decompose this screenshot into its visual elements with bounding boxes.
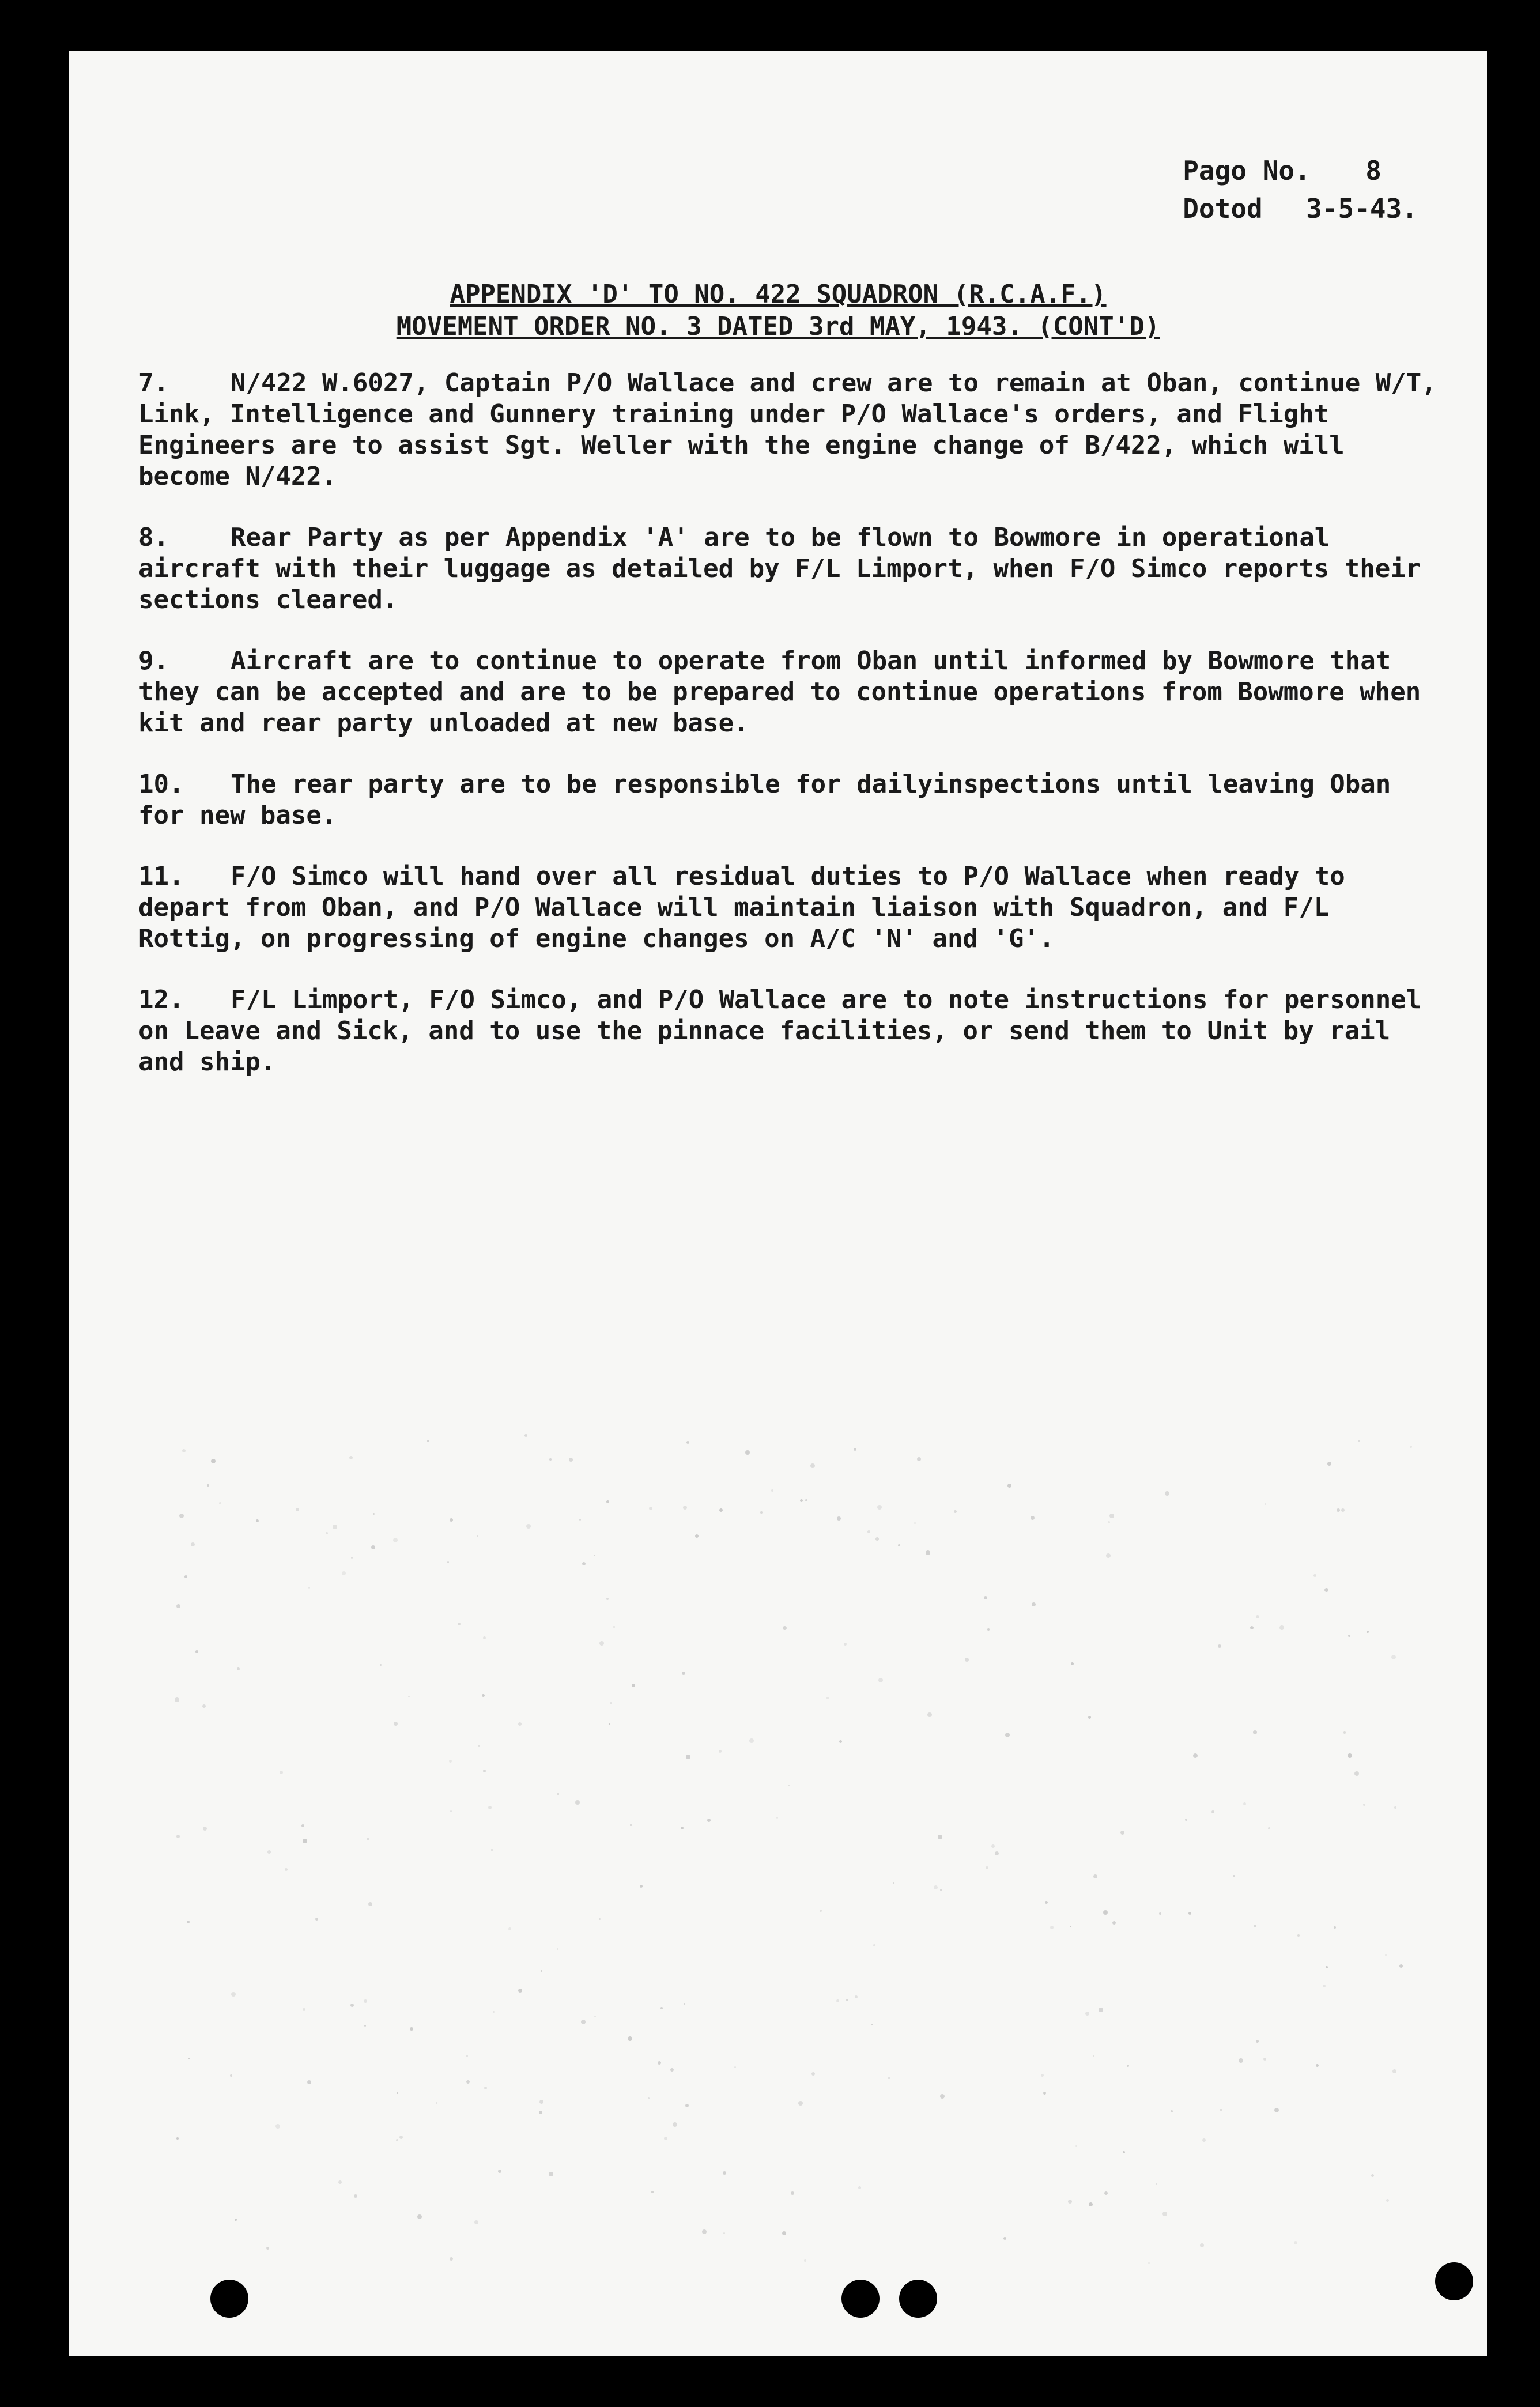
noise-speck xyxy=(230,2074,232,2077)
page-number-row xyxy=(1183,152,1418,190)
noise-speck xyxy=(811,2072,815,2076)
noise-speck xyxy=(1274,2108,1279,2112)
noise-speck xyxy=(1050,1926,1054,1929)
noise-speck xyxy=(836,1999,839,2002)
paragraph-11 xyxy=(138,861,1441,954)
punch-hole xyxy=(1435,2262,1473,2300)
noise-speck xyxy=(1323,1985,1326,1987)
noise-speck xyxy=(1327,1462,1331,1466)
noise-speck xyxy=(1070,1926,1071,1927)
noise-speck xyxy=(1045,1901,1048,1904)
noise-speck xyxy=(175,1697,179,1702)
noise-speck xyxy=(610,1702,612,1704)
noise-speck xyxy=(940,1889,942,1891)
noise-speck xyxy=(938,1835,942,1839)
noise-speck xyxy=(837,1516,841,1521)
noise-speck xyxy=(640,1885,643,1888)
noise-speck xyxy=(1254,1925,1256,1927)
noise-speck xyxy=(285,1868,288,1871)
noise-speck xyxy=(609,1723,610,1725)
noise-speck xyxy=(826,1697,829,1699)
noise-speck xyxy=(914,1522,916,1524)
noise-speck xyxy=(367,1838,369,1840)
noise-speck xyxy=(237,1667,240,1670)
page-number: 8 xyxy=(1365,155,1382,186)
noise-speck xyxy=(1268,1827,1270,1829)
noise-speck xyxy=(427,1440,429,1442)
noise-speck xyxy=(628,2036,632,2041)
noise-speck xyxy=(1394,1806,1396,1809)
noise-speck xyxy=(549,1458,552,1461)
noise-speck xyxy=(488,1806,492,1809)
noise-speck xyxy=(1220,2109,1222,2111)
noise-speck xyxy=(1088,1716,1091,1719)
noise-speck xyxy=(1089,2202,1093,2206)
noise-speck xyxy=(417,2214,422,2219)
noise-speck xyxy=(839,1740,842,1743)
noise-speck xyxy=(927,1712,932,1717)
noise-speck xyxy=(783,1626,787,1630)
noise-speck xyxy=(1294,2241,1297,2244)
noise-speck xyxy=(1202,2138,1206,2142)
noise-speck xyxy=(986,1866,988,1869)
noise-speck xyxy=(719,1508,723,1512)
noise-speck xyxy=(1093,2055,1094,2057)
noise-speck xyxy=(582,1562,586,1565)
noise-speck xyxy=(1103,1910,1108,1915)
noise-speck xyxy=(1043,2092,1046,2095)
noise-speck xyxy=(518,1722,522,1726)
noise-speck xyxy=(296,1508,299,1511)
noise-speck xyxy=(1109,1514,1114,1518)
noise-speck xyxy=(1032,1602,1036,1606)
noise-speck xyxy=(651,2191,654,2193)
noise-speck xyxy=(991,1844,995,1848)
noise-speck xyxy=(1386,2199,1389,2202)
noise-speck xyxy=(1200,2243,1204,2247)
noise-speck xyxy=(1068,2200,1072,2204)
noise-speck xyxy=(549,2172,553,2176)
noise-speck xyxy=(1148,2262,1150,2264)
noise-speck xyxy=(408,1696,410,1697)
paragraph-number: 8. xyxy=(138,523,169,552)
paragraph-text: The rear party are to be responsible for dailyinspections until leaving Oban for new base. xyxy=(138,769,1406,830)
noise-speck xyxy=(734,2066,736,2068)
paragraph-number: 10. xyxy=(138,769,184,799)
noise-speck xyxy=(670,2068,674,2072)
noise-speck xyxy=(478,1745,480,1747)
noise-speck xyxy=(539,2111,542,2114)
noise-speck xyxy=(1337,1508,1340,1512)
noise-speck xyxy=(1104,2191,1108,2195)
noise-speck xyxy=(1075,2145,1077,2147)
paragraph-number: 11. xyxy=(138,862,184,891)
noise-speck xyxy=(474,2220,478,2224)
noise-speck xyxy=(493,2011,495,2013)
noise-speck xyxy=(483,1770,486,1772)
noise-speck xyxy=(934,1885,938,1889)
noise-speck xyxy=(878,1678,883,1682)
noise-speck xyxy=(858,2186,861,2189)
noise-speck xyxy=(1343,1731,1346,1734)
noise-speck xyxy=(397,2092,398,2094)
noise-speck xyxy=(1159,1912,1161,1915)
paragraph-10 xyxy=(138,769,1441,831)
noise-speck xyxy=(1007,1484,1011,1488)
paragraph-number: 12. xyxy=(138,985,184,1014)
paragraph-text: Aircraft are to continue to operate from Oban until informed by Bowmore that they can be accepted and are to be prepared to continue operations from Bowmore when kit and rear party unloaded at new base. xyxy=(138,646,1436,738)
noise-speck xyxy=(508,1927,511,1930)
noise-speck xyxy=(613,1626,615,1628)
punch-hole xyxy=(210,2280,248,2318)
noise-speck xyxy=(695,1534,699,1538)
noise-speck xyxy=(266,2247,269,2250)
noise-speck xyxy=(917,1457,921,1461)
noise-speck xyxy=(1256,2040,1259,2043)
noise-speck xyxy=(308,1587,310,1589)
noise-speck xyxy=(333,1525,337,1529)
noise-speck xyxy=(1193,1753,1198,1758)
noise-speck xyxy=(179,1514,184,1518)
title-line-2: MOVEMENT ORDER NO. 3 DATED 3rd MAY, 1943. (CONT'D) xyxy=(396,312,1160,341)
noise-speck xyxy=(800,1499,803,1502)
noise-speck xyxy=(888,2077,890,2079)
noise-speck xyxy=(541,1970,542,1972)
noise-speck xyxy=(1410,1446,1412,1448)
paragraph-text: N/422 W.6027, Captain P/O Wallace and crew are to remain at Oban, continue W/T, Link, Intelligence and Gunnery training under P/O Wallace's orders, and Flight Engineers are to assist Sgt. Weller with the engine change of B/422, which will become N/422. xyxy=(138,368,1452,491)
noise-speck xyxy=(466,2080,470,2084)
noise-speck xyxy=(342,1571,346,1575)
noise-speck xyxy=(844,1643,847,1646)
paragraph-8 xyxy=(138,522,1441,616)
noise-speck xyxy=(1243,1802,1246,1805)
noise-speck xyxy=(875,1537,879,1541)
noise-speck xyxy=(1253,1730,1257,1734)
noise-speck xyxy=(399,2136,403,2139)
paragraph-12 xyxy=(138,984,1441,1078)
punch-hole xyxy=(899,2280,937,2318)
noise-speck xyxy=(893,1882,894,1884)
noise-speck xyxy=(450,1518,453,1522)
noise-speck xyxy=(1123,2151,1125,2153)
noise-speck xyxy=(719,1750,722,1753)
noise-speck xyxy=(303,2008,305,2011)
noise-speck xyxy=(477,1535,478,1537)
noise-speck xyxy=(1099,2008,1103,2012)
noise-speck xyxy=(231,1992,236,1997)
noise-speck xyxy=(211,1459,216,1463)
noise-speck xyxy=(855,1995,858,1998)
noise-speck xyxy=(176,1604,180,1608)
noise-speck xyxy=(371,1545,375,1549)
noise-speck xyxy=(940,2094,945,2099)
noise-speck xyxy=(788,1784,790,1786)
noise-speck xyxy=(1108,1521,1110,1523)
noise-speck xyxy=(1250,1626,1254,1629)
noise-speck xyxy=(1316,2064,1319,2067)
noise-speck xyxy=(648,2097,650,2099)
noise-speck xyxy=(707,1819,711,1822)
noise-speck xyxy=(1348,1635,1350,1637)
noise-speck xyxy=(867,1530,870,1533)
noise-speck xyxy=(1358,1440,1360,1442)
noise-speck xyxy=(1233,1875,1235,1877)
noise-speck xyxy=(877,1505,882,1510)
noise-speck xyxy=(649,1507,652,1510)
punch-hole xyxy=(841,2280,880,2318)
noise-speck xyxy=(745,1450,750,1455)
noise-speck xyxy=(1391,1655,1396,1659)
noise-speck xyxy=(1263,2058,1266,2061)
noise-speck xyxy=(1127,2065,1129,2067)
noise-speck xyxy=(396,2139,398,2141)
noise-speck xyxy=(871,2024,873,2025)
noise-speck xyxy=(1354,1771,1359,1776)
page-meta xyxy=(1183,152,1418,228)
noise-speck xyxy=(682,1672,685,1675)
noise-speck xyxy=(575,1800,580,1805)
noise-speck xyxy=(1031,1516,1035,1520)
noise-speck xyxy=(380,1664,382,1666)
noise-speck xyxy=(686,1755,690,1759)
noise-speck xyxy=(1071,1662,1074,1665)
noise-speck xyxy=(307,2080,311,2084)
noise-speck xyxy=(557,1948,558,1950)
noise-speck xyxy=(349,1456,353,1459)
noise-speck xyxy=(458,1623,461,1625)
noise-speck xyxy=(1162,2212,1167,2216)
noise-speck xyxy=(854,1448,856,1451)
noise-speck xyxy=(606,1500,609,1503)
noise-speck xyxy=(182,1449,186,1452)
noise-speck xyxy=(1085,2012,1089,2016)
noise-speck xyxy=(673,2122,677,2127)
noise-speck xyxy=(450,1810,452,1812)
noise-speck xyxy=(267,1850,271,1854)
noise-speck xyxy=(569,1458,573,1462)
noise-speck xyxy=(1334,1926,1336,1929)
noise-speck xyxy=(664,2137,667,2140)
noise-speck xyxy=(1385,1954,1387,1956)
document-page xyxy=(69,51,1487,2356)
noise-speck xyxy=(1297,1934,1300,1937)
noise-speck xyxy=(873,1944,875,1946)
noise-speck xyxy=(805,1499,807,1501)
noise-speck xyxy=(658,2061,661,2065)
noise-speck xyxy=(256,1519,259,1522)
noise-speck xyxy=(1112,1921,1116,1925)
noise-speck xyxy=(898,1544,900,1546)
noise-speck xyxy=(846,1999,848,2001)
noise-speck xyxy=(660,2007,663,2009)
noise-speck xyxy=(1256,1615,1259,1618)
noise-speck xyxy=(449,1760,452,1763)
noise-speck xyxy=(594,2016,596,2017)
noise-speck xyxy=(351,1557,353,1559)
noise-speck xyxy=(191,1542,195,1546)
noise-speck xyxy=(1211,1810,1214,1813)
noise-speck xyxy=(315,1918,318,1921)
noise-speck xyxy=(1120,1831,1124,1835)
noise-speck xyxy=(630,1824,632,1826)
paragraph-9 xyxy=(138,646,1441,739)
noise-speck xyxy=(1348,1753,1352,1758)
noise-speck xyxy=(1239,2058,1243,2063)
noise-speck xyxy=(1367,1631,1369,1633)
noise-speck xyxy=(1165,1491,1169,1496)
title-line-1: APPENDIX 'D' TO NO. 422 SQUADRON (R.C.A.F.) xyxy=(450,280,1107,309)
noise-speck xyxy=(207,1484,209,1487)
noise-speck xyxy=(393,1538,398,1542)
noise-speck xyxy=(524,1434,527,1437)
noise-speck xyxy=(606,1598,609,1600)
noise-speck xyxy=(599,1918,601,1920)
noise-speck xyxy=(810,1463,815,1468)
noise-speck xyxy=(1371,2174,1374,2177)
noise-speck xyxy=(1313,1574,1316,1577)
paragraph-text: F/O Simco will hand over all residual duties to P/O Wallace when ready to depart from Oban, and P/O Wallace will maintain liaison with Squadron, and F/L Rottig, on progressing of engine changes on A/C 'N' and 'G'. xyxy=(138,862,1361,953)
noise-speck xyxy=(235,2219,237,2221)
noise-speck xyxy=(303,1839,307,1843)
noise-speck xyxy=(749,1738,754,1743)
noise-speck xyxy=(1185,1819,1187,1821)
noise-speck xyxy=(594,1555,595,1556)
noise-speck xyxy=(219,1502,221,1504)
noise-speck xyxy=(354,2194,357,2198)
noise-speck xyxy=(684,2003,685,2005)
noise-speck xyxy=(484,2087,487,2089)
noise-speck xyxy=(1188,1912,1191,1915)
noise-speck xyxy=(450,2257,453,2261)
noise-speck xyxy=(203,1827,207,1831)
noise-speck xyxy=(995,1851,999,1855)
noise-speck xyxy=(466,2055,468,2057)
noise-speck xyxy=(187,1921,190,1923)
noise-speck xyxy=(599,1641,604,1646)
noise-speck xyxy=(581,2020,586,2024)
noise-speck xyxy=(195,1650,198,1653)
noise-speck xyxy=(184,1575,187,1578)
noise-speck xyxy=(373,1513,375,1515)
noise-speck xyxy=(557,1793,559,1795)
noise-speck xyxy=(338,2180,342,2184)
noise-speck xyxy=(1106,1553,1111,1558)
page-label: Pago No. xyxy=(1183,155,1311,186)
noise-speck xyxy=(798,2101,803,2106)
dated-label: Dotod xyxy=(1183,193,1263,224)
noise-speck xyxy=(782,2231,786,2235)
dated-value: 3-5-43. xyxy=(1306,193,1418,224)
noise-speck xyxy=(1005,1733,1010,1737)
paragraph-number: 9. xyxy=(138,646,169,676)
noise-speck xyxy=(1399,1964,1403,1968)
noise-speck xyxy=(1341,1508,1345,1512)
noise-speck xyxy=(326,1532,328,1534)
dated-row xyxy=(1183,190,1418,228)
paragraph-text: Rear Party as per Appendix 'A' are to be flown to Bowmore in operational aircraft with their luggage as detailed by F/L Limport, when F/O Simco reports their sections cleared. xyxy=(138,523,1436,614)
noise-speck xyxy=(1093,1874,1097,1878)
noise-speck xyxy=(681,1827,684,1829)
noise-speck xyxy=(364,1999,367,2003)
noise-speck xyxy=(394,1722,398,1726)
noise-speck xyxy=(188,2058,190,2059)
noise-speck xyxy=(1218,1644,1221,1648)
noise-speck xyxy=(526,1524,531,1529)
paragraph-text: F/L Limport, F/O Simco, and P/O Wallace are to note instructions for personnel on Leave and Sick, and to use the pinnace facilities, or send them to Unit by rail and ship. xyxy=(138,985,1437,1077)
noise-speck xyxy=(447,1561,449,1563)
noise-speck xyxy=(804,2259,806,2262)
noise-speck xyxy=(723,2171,726,2175)
noise-speck xyxy=(632,1684,635,1687)
noise-speck xyxy=(280,1771,283,1774)
noise-speck xyxy=(723,2232,725,2234)
noise-speck xyxy=(202,1704,206,1708)
noise-speck xyxy=(368,1902,372,1906)
noise-speck xyxy=(579,1519,581,1521)
noise-speck xyxy=(1003,2237,1006,2240)
noise-speck xyxy=(301,1824,304,1827)
noise-speck xyxy=(686,1441,689,1444)
noise-speck xyxy=(518,1989,522,1993)
noise-speck xyxy=(275,2124,280,2129)
noise-speck xyxy=(364,2025,366,2027)
noise-speck xyxy=(954,1510,957,1513)
noise-speck xyxy=(965,1658,969,1662)
noise-speck xyxy=(1363,1804,1365,1806)
noise-speck xyxy=(1265,1503,1266,1505)
noise-speck xyxy=(436,2102,437,2104)
noise-speck xyxy=(776,1817,778,1819)
noise-speck xyxy=(987,1628,990,1631)
faint-stamp-mark xyxy=(634,160,784,206)
noise-speck xyxy=(1041,2074,1044,2077)
noise-speck xyxy=(491,1849,493,1851)
noise-speck xyxy=(176,1835,180,1838)
noise-speck xyxy=(820,1910,822,1912)
noise-speck xyxy=(760,1511,763,1514)
noise-speck xyxy=(350,2004,354,2007)
noise-speck xyxy=(410,2027,413,2031)
paragraph-7 xyxy=(138,368,1452,492)
noise-speck xyxy=(1324,1588,1328,1592)
noise-speck xyxy=(685,2104,689,2107)
noise-speck xyxy=(926,1550,930,1555)
noise-speck xyxy=(498,2170,501,2173)
noise-speck xyxy=(702,2229,707,2234)
noise-speck xyxy=(683,1506,687,1510)
noise-speck xyxy=(791,2191,794,2195)
bleed-through-noise xyxy=(173,1434,1441,2299)
noise-speck xyxy=(483,1636,486,1639)
document-body xyxy=(138,368,1452,1108)
noise-speck xyxy=(482,1694,485,1697)
noise-speck xyxy=(539,2100,543,2104)
noise-speck xyxy=(1279,1625,1284,1630)
document-title xyxy=(69,278,1487,343)
noise-speck xyxy=(1171,2110,1173,2112)
noise-speck xyxy=(1156,2183,1157,2185)
noise-speck xyxy=(984,1596,987,1599)
noise-speck xyxy=(176,2137,179,2140)
noise-speck xyxy=(771,1489,773,1492)
paragraph-number: 7. xyxy=(138,368,169,398)
noise-speck xyxy=(1326,1966,1328,1968)
noise-speck xyxy=(1392,2069,1396,2073)
